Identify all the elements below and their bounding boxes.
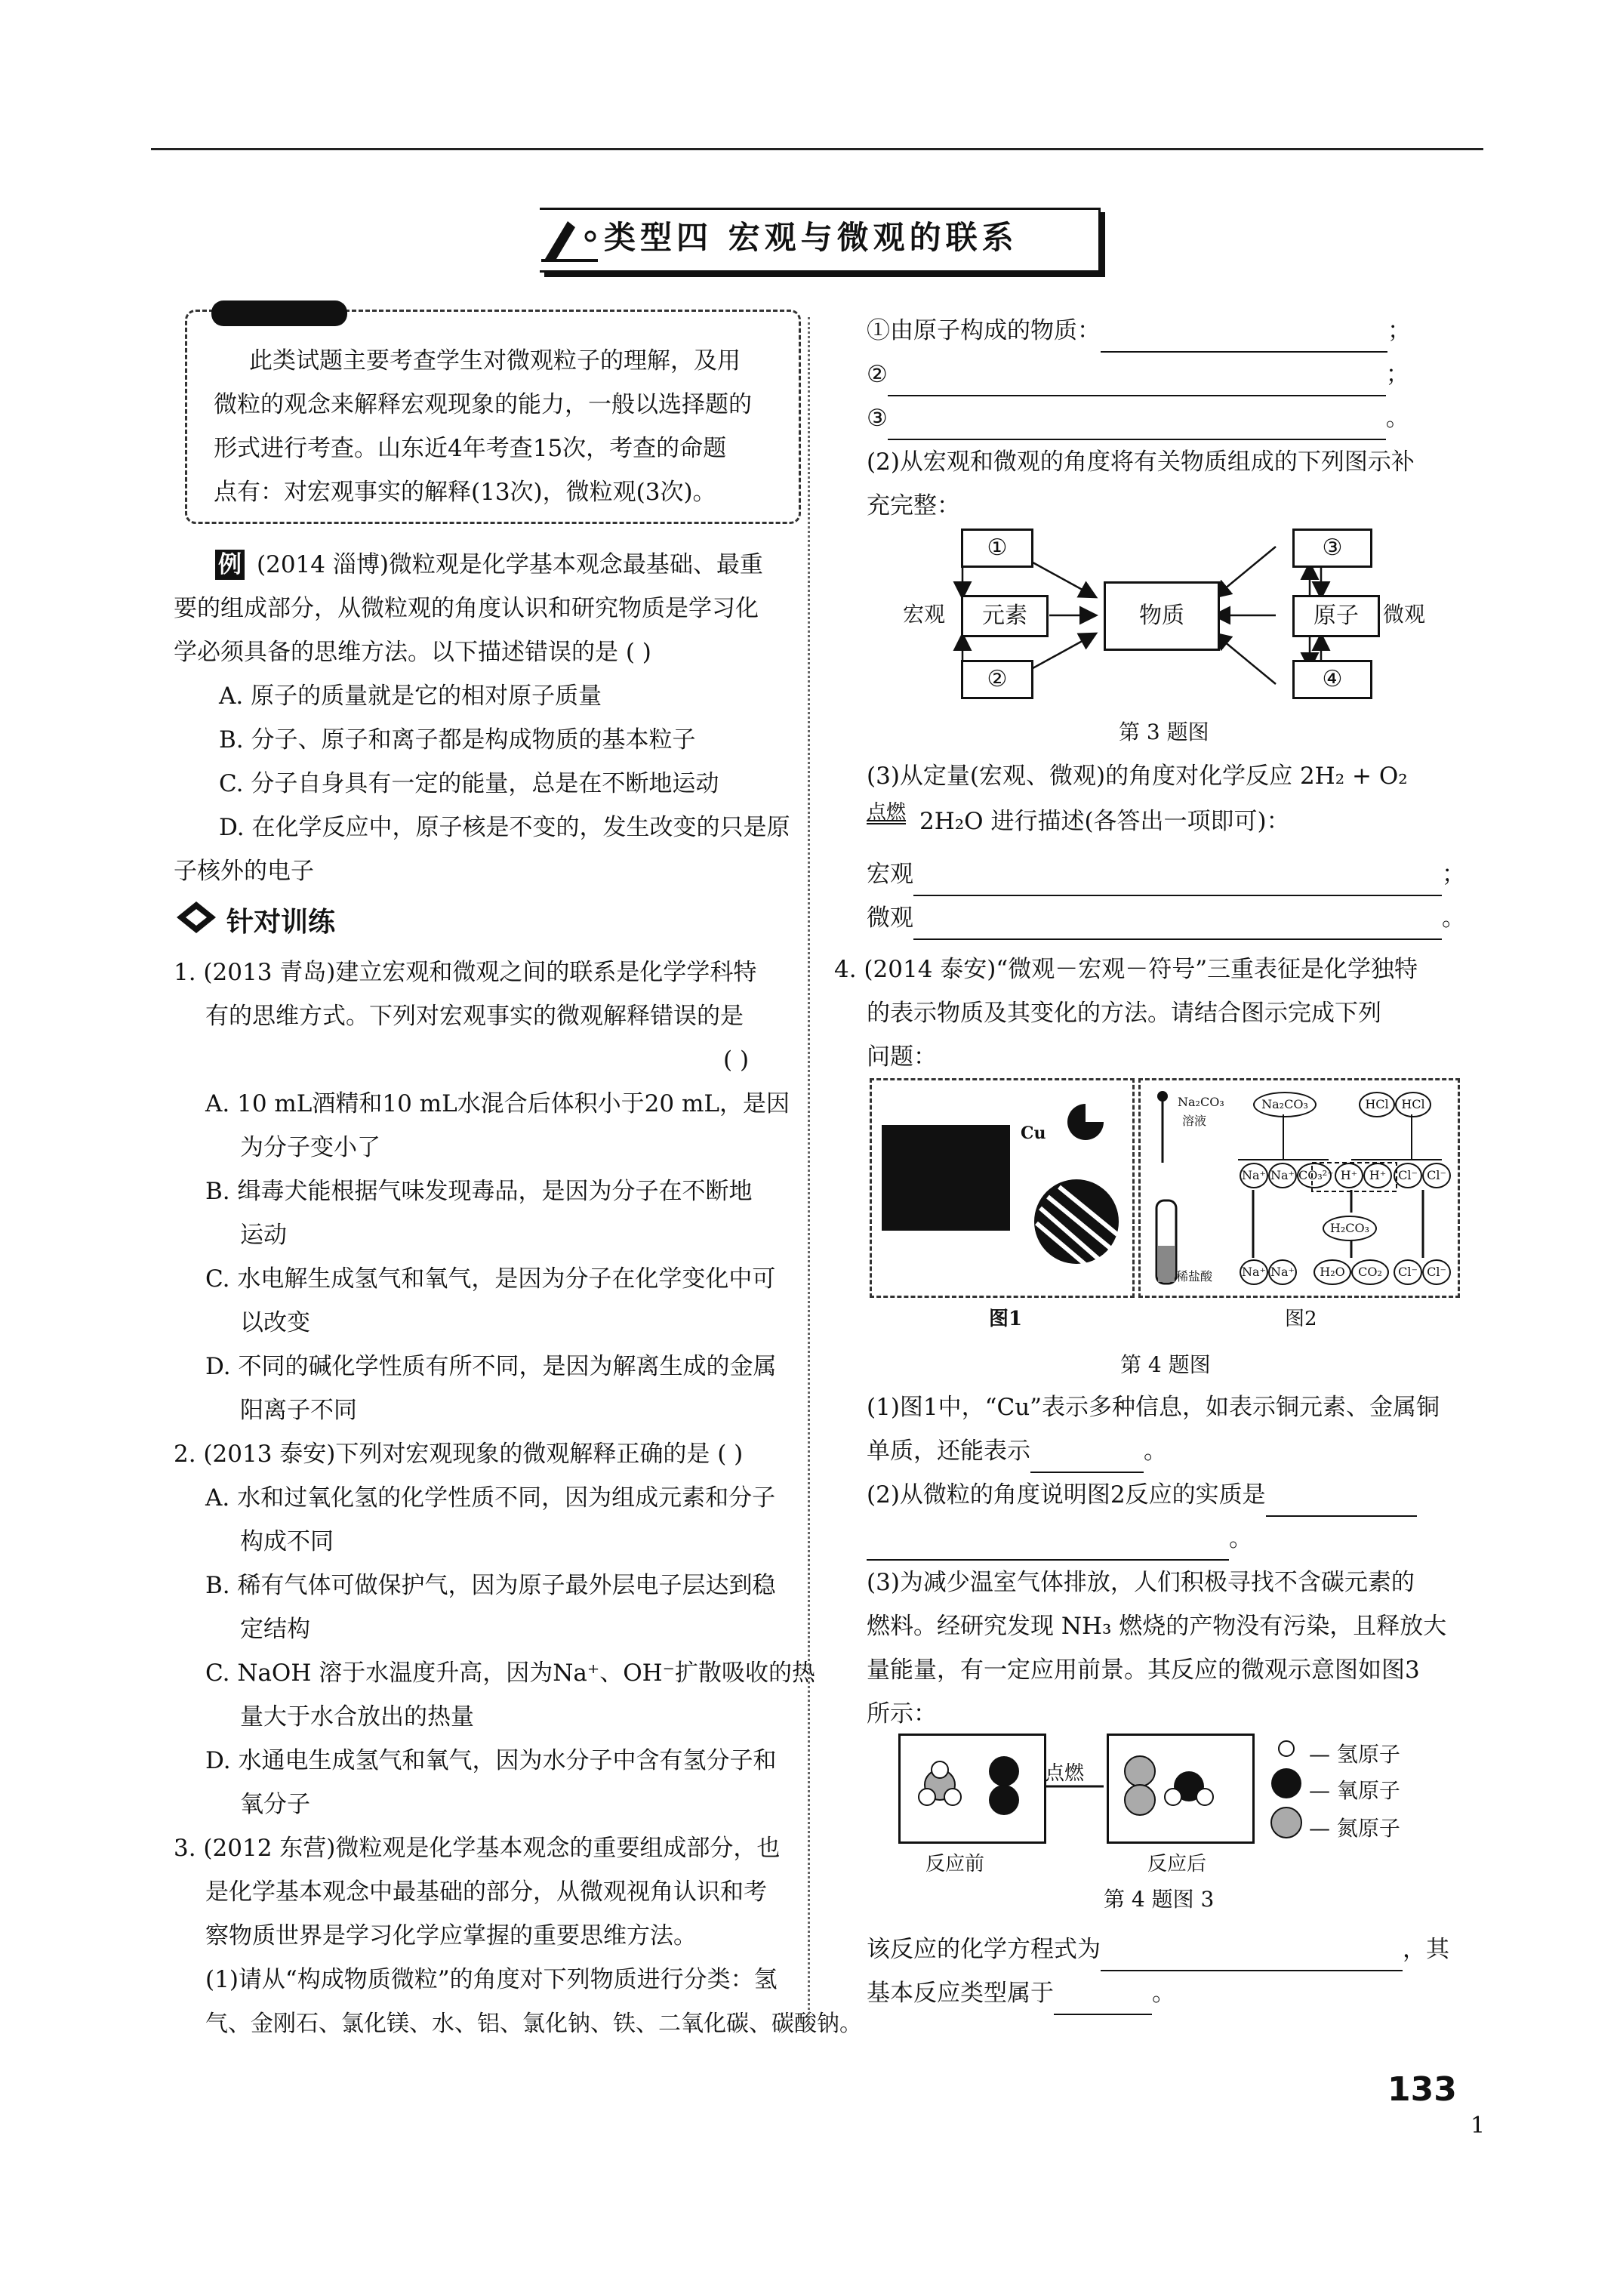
answer-blank[interactable] [1101, 1944, 1403, 1971]
before-label: 反应前 [925, 1853, 985, 1875]
q4-sub: (1)图1中，“Cu”表示多种信息，如表示铜元素、金属铜 [867, 1394, 1440, 1421]
example-line: 学必须具备的思维方法。以下描述错误的是 ( ) [174, 639, 651, 666]
q3-p2: (2)从宏观和微观的角度将有关物质组成的下列图示补 [867, 448, 1415, 476]
q3-caption: 第 3 题图 [1119, 720, 1209, 744]
option: C. NaOH 溶于水温度升高，因为Na⁺、OH⁻扩散吸收的热 [205, 1660, 816, 1687]
diagram-box-4: ④ [1292, 660, 1372, 699]
q3-p2: 充完整： [867, 492, 960, 519]
after-label: 反应后 [1147, 1853, 1207, 1875]
option: D. 水通电生成氢气和氧气，因为水分子中含有氢分子和 [205, 1747, 777, 1774]
q4-sub: 燃料。经研究发现 NH₃ 燃烧的产物没有污染，且释放大 [867, 1613, 1447, 1640]
q4-caption: 第 4 题图 [1120, 1352, 1211, 1377]
diagram-box-element: 元素 [961, 595, 1049, 637]
fig2-label: 图2 [1285, 1308, 1317, 1330]
q3-r2: ② [867, 361, 888, 388]
q3-line-1 [867, 310, 1411, 353]
punct: 。 [1442, 905, 1465, 932]
reaction-molecules [898, 1734, 1253, 1839]
option: 为分子变小了 [240, 1134, 380, 1161]
fig3-condition: 点燃 [1045, 1762, 1085, 1785]
example-tag: 例 [215, 550, 245, 580]
q-line: 有的思维方式。下列对宏观事实的微观解释错误的是 [205, 1003, 744, 1030]
diagram-box-substance: 物质 [1104, 581, 1220, 651]
q-line: 是化学基本观念中最基础的部分，从微观视角认识和考 [205, 1878, 767, 1906]
option: 阳离子不同 [240, 1397, 357, 1424]
answer-blank[interactable] [1266, 1490, 1417, 1517]
q-line: 的表示物质及其变化的方法。请结合图示完成下列 [867, 1000, 1381, 1027]
copper-atom-icon [1063, 1099, 1108, 1145]
q4-sub-line [867, 1518, 1252, 1561]
ion-h2o: H₂O [1313, 1259, 1351, 1285]
q-line: 问题： [867, 1043, 937, 1071]
ion-co3: CO₃²⁻ [1297, 1163, 1332, 1188]
option: D. 在化学反应中，原子核是不变的，发生改变的只是原 [219, 814, 790, 841]
q-line: 气、金刚石、氯化镁、水、铝、氯化钠、铁、二氧化碳、碳酸钠。 [205, 2011, 862, 2037]
copper-photo [882, 1125, 1010, 1231]
option: B. 稀有气体可做保护气，因为原子最外层电子层达到稳 [205, 1572, 776, 1599]
micro-line [867, 897, 1465, 940]
punct: ； [1442, 861, 1465, 888]
ion-na: Na⁺ [1240, 1259, 1268, 1285]
q-line: 2. (2013 泰安)下列对宏观现象的微观解释正确的是 ( ) [174, 1441, 744, 1468]
label-micro: 微观 [1383, 602, 1426, 627]
macro-label: 宏观 [867, 861, 913, 888]
punct: 。 [1152, 1980, 1175, 2007]
q-line: (1)请从“构成物质微粒”的角度对下列物质进行分类：氢 [205, 1966, 778, 1993]
option: 定结构 [240, 1616, 310, 1643]
diagram-box-2: ② [961, 660, 1033, 699]
q3-r1: ①由原子构成的物质： [867, 317, 1101, 344]
crystal-lattice-icon [1033, 1178, 1120, 1265]
q3-r3: ③ [867, 405, 888, 432]
q4-sub: 所示： [867, 1700, 937, 1727]
ion-cl: Cl⁻ [1394, 1259, 1422, 1285]
macro-line [867, 853, 1465, 896]
ion-cl: Cl⁻ [1422, 1163, 1451, 1188]
ion-na: Na⁺ [1240, 1163, 1268, 1188]
q4-final-line [867, 1928, 1449, 1971]
page-title: 类型四 宏观与微观的联系 [604, 219, 1018, 256]
answer-blank[interactable] [1030, 1446, 1144, 1473]
page-number: 133 [1387, 2070, 1457, 2109]
note-line: 此类试题主要考查学生对微观粒子的理解，及用 [249, 347, 741, 374]
ion-cl: Cl⁻ [1394, 1163, 1422, 1188]
option: 以改变 [240, 1309, 310, 1336]
punct: ； [1387, 317, 1411, 344]
diagram-box-atom: 原子 [1292, 595, 1380, 637]
answer-blank[interactable] [913, 869, 1442, 896]
q3-p3-line: 2H₂O 进行描述(各答出一项即可)： [919, 808, 1290, 835]
q-line: 1. (2013 青岛)建立宏观和微观之间的联系是化学学科特 [174, 959, 757, 986]
option: A. 原子的质量就是它的相对原子质量 [219, 683, 602, 710]
option: B. 分子、原子和离子都是构成物质的基本粒子 [219, 726, 696, 754]
q4-sub: (2)从微粒的角度说明图2反应的实质是 [867, 1481, 1266, 1509]
ion-co2: CO₂ [1351, 1259, 1389, 1285]
q4-final-text: ，其 [1403, 1936, 1449, 1963]
label-macro: 宏观 [903, 602, 946, 627]
q-line: 4. (2014 泰安)“微观－宏观－符号”三重表征是化学独特 [834, 956, 1418, 983]
cu-label: Cu [1021, 1123, 1046, 1143]
answer-blank[interactable] [1054, 1988, 1152, 2015]
legend-oxygen: — 氧原子 [1309, 1778, 1400, 1803]
ion-hcl: HCl [1395, 1092, 1431, 1117]
ion-na2co3: Na₂CO₃ [1253, 1092, 1317, 1117]
option: C. 水电解生成氢气和氧气，是因为分子在化学变化中可 [205, 1265, 776, 1293]
ion-na: Na⁺ [1268, 1259, 1297, 1285]
option: C. 分子自身具有一定的能量，总是在不断地运动 [219, 770, 719, 797]
na2co3-label: Na₂CO₃ [1178, 1095, 1224, 1109]
option: 子核外的电子 [174, 858, 314, 885]
q-line: 3. (2012 东营)微粒观是化学基本观念的重要组成部分，也 [174, 1835, 781, 1862]
section-label: 针对训练 [226, 906, 336, 938]
option: B. 缉毒犬能根据气味发现毒品，是因为分子在不断地 [205, 1178, 753, 1205]
micro-label: 微观 [867, 905, 913, 932]
q4-final-text: 基本反应类型属于 [867, 1980, 1054, 2007]
answer-blank[interactable] [913, 913, 1442, 940]
answer-blank[interactable] [888, 413, 1386, 440]
legend-swatches [1268, 1735, 1306, 1841]
diagram-box-1: ① [961, 529, 1033, 568]
punct: 。 [1229, 1525, 1252, 1552]
option: 量大于水合放出的热量 [240, 1703, 474, 1730]
column-divider [808, 317, 810, 2023]
answer-blank[interactable] [1101, 325, 1387, 353]
header-rule [151, 148, 1483, 150]
option: 氧分子 [240, 1791, 310, 1818]
option: A. 10 mL酒精和10 mL水混合后体积小于20 mL，是因 [205, 1090, 790, 1117]
option: D. 不同的碱化学性质有所不同，是因为解离生成的金属 [205, 1353, 777, 1380]
note-line: 点有：对宏观事实的解释(13次)，微粒观(3次)。 [214, 479, 716, 506]
acid-label: 稀盐酸 [1176, 1269, 1213, 1284]
option: 运动 [240, 1222, 287, 1249]
example-line: 要的组成部分，从微粒观的角度认识和研究物质是学习化 [174, 595, 759, 622]
answer-paren: ( ) [723, 1046, 750, 1074]
example-line: (2014 淄博)微粒观是化学基本观念最基础、最重 [257, 551, 763, 578]
q-line: 察物质世界是学习化学应掌握的重要思维方法。 [205, 1922, 697, 1949]
q3-line-3 [867, 397, 1409, 440]
q4-sub: 量能量，有一定应用前景。其反应的微观示意图如图3 [867, 1657, 1420, 1684]
ion-h: H⁺ [1363, 1163, 1392, 1188]
fig1-label: 图1 [989, 1308, 1023, 1330]
q4-final-line [867, 1972, 1175, 2015]
ion-hcl: HCl [1359, 1092, 1395, 1117]
q4-sub: 单质，还能表示 [867, 1438, 1030, 1465]
q4-sub-line [867, 1430, 1167, 1473]
diagram-box-3: ③ [1292, 529, 1372, 568]
note-line: 微粒的观念来解释宏观现象的能力，一般以选择题的 [214, 391, 752, 418]
q4-sub-line [867, 1474, 1417, 1517]
answer-blank[interactable] [867, 1533, 1229, 1561]
reaction-condition: 点燃 [867, 801, 907, 824]
note-badge [211, 300, 347, 326]
sheet-number: 1 [1471, 2113, 1486, 2139]
q3-line-2 [867, 353, 1409, 396]
q3-p3-line: (3)从定量(宏观、微观)的角度对化学反应 2H₂ + O₂ [867, 763, 1408, 790]
option: A. 水和过氧化氢的化学性质不同，因为组成元素和分子 [205, 1484, 776, 1512]
option: 构成不同 [240, 1528, 334, 1555]
q4-sub: (3)为减少温室气体排放，人们积极寻找不含碳元素的 [867, 1569, 1415, 1596]
solution-label: 溶液 [1182, 1114, 1207, 1128]
note-line: 形式进行考查。山东近4年考查15次，考查的命题 [214, 435, 727, 462]
ion-na: Na⁺ [1268, 1163, 1297, 1188]
ion-h2co3: H₂CO₃ [1323, 1216, 1377, 1241]
ion-h: H⁺ [1335, 1163, 1363, 1188]
q4-final-text: 该反应的化学方程式为 [867, 1936, 1101, 1963]
punct: ； [1385, 361, 1409, 388]
pen-icon [537, 214, 605, 267]
punct: 。 [1385, 405, 1409, 432]
reaction-arrows [1238, 1114, 1457, 1258]
legend-hydrogen: — 氢原子 [1309, 1742, 1400, 1767]
punct: 。 [1144, 1438, 1167, 1465]
answer-blank[interactable] [888, 369, 1386, 396]
legend-nitrogen: — 氮原子 [1309, 1816, 1400, 1841]
fig3-caption: 第 4 题图 3 [1104, 1887, 1215, 1912]
ion-cl: Cl⁻ [1422, 1259, 1451, 1285]
diamond-icon [174, 898, 219, 936]
